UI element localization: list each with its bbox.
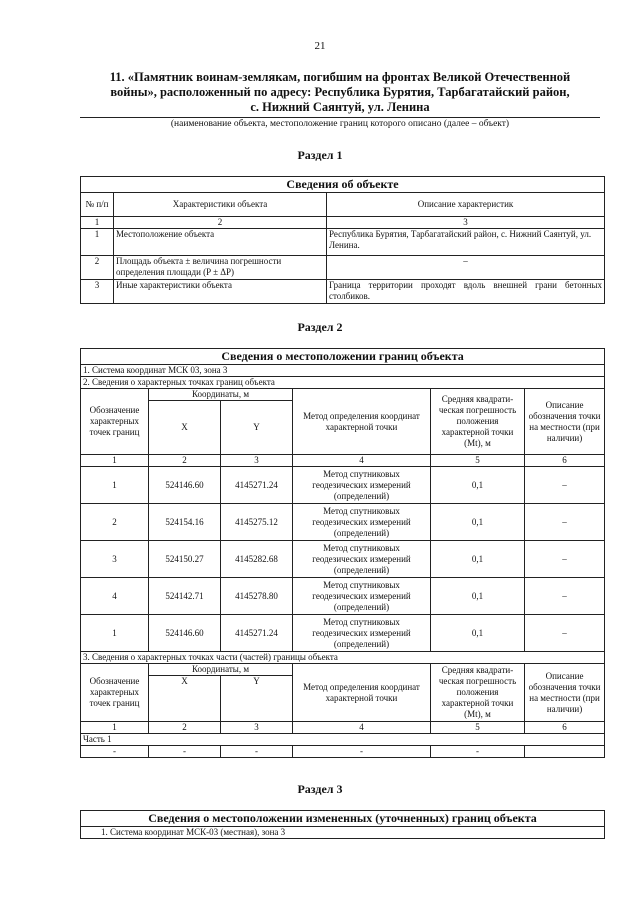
row-description: Граница территории проходят вдоль внешней грани бетонных столбиков. (327, 280, 605, 304)
col-index: 4 (293, 722, 431, 734)
point-id: 2 (81, 504, 149, 541)
row-description: Республика Бурятия, Тарбагатайский район, с. Нижний Саянтуй, ул. Ленина. (327, 229, 605, 256)
point-description: – (525, 467, 605, 504)
col-index: 6 (525, 455, 605, 467)
col-header-description: Описание характеристик (327, 193, 605, 217)
table-row (81, 541, 605, 578)
header-method: Метод определения координат характерной точки (293, 664, 431, 722)
part-cell: - (81, 746, 149, 758)
section-1-heading: Раздел 1 (297, 148, 343, 162)
point-method: Метод спутниковых геодезических измерений (определений) (293, 541, 431, 578)
point-x: 524146.60 (149, 467, 221, 504)
col-index: 2 (149, 722, 221, 734)
header-coordinates: Координаты, м (149, 664, 293, 676)
point-method: Метод спутниковых геодезических измерений (определений) (293, 578, 431, 615)
point-mt: 0,1 (431, 541, 525, 578)
point-mt: 0,1 (431, 467, 525, 504)
row-number: 3 (81, 280, 114, 304)
point-method: Метод спутниковых геодезических измерений (определений) (293, 467, 431, 504)
row-characteristic: Иные характеристики объекта (114, 280, 327, 304)
header-coordinates: Координаты, м (149, 389, 293, 401)
col-index: 2 (149, 455, 221, 467)
changed-boundaries-title: Сведения о местоположении измененных (уточненных) границ объекта (81, 811, 605, 827)
point-method: Метод спутниковых геодезических измерений (определений) (293, 504, 431, 541)
point-description: – (525, 578, 605, 615)
title-line-1: 11. «Памятник воинам-землякам, погибшим на фронтах Великой Отечественной (109, 70, 571, 84)
point-mt: 0,1 (431, 504, 525, 541)
boundary-points-table (80, 348, 605, 758)
row-number: 1 (81, 229, 114, 256)
table-row (81, 615, 605, 652)
point-id: 3 (81, 541, 149, 578)
header-y: Y (221, 401, 293, 455)
table-row (81, 256, 605, 280)
col-index: 3 (327, 217, 605, 229)
section-2-heading: Раздел 2 (297, 320, 343, 334)
point-id: 1 (81, 467, 149, 504)
table-row (81, 746, 605, 758)
point-description: – (525, 615, 605, 652)
point-y: 4145271.24 (221, 615, 293, 652)
header-y: Y (221, 676, 293, 722)
changed-boundaries-table (80, 810, 605, 839)
part-cell: - (149, 746, 221, 758)
header-point-description: Описание обозначения точки на местности (при наличии) (525, 664, 605, 722)
point-y: 4145282.68 (221, 541, 293, 578)
header-x: X (149, 676, 221, 722)
point-id: 1 (81, 615, 149, 652)
subsection-part-points: 3. Сведения о характерных точках части (частей) границы объекта (81, 652, 605, 664)
table-row (81, 229, 605, 256)
col-index: 3 (221, 455, 293, 467)
row-characteristic: Площадь объекта ± величина погрешности определения площади (P ± ΔP) (114, 256, 327, 280)
point-y: 4145271.24 (221, 467, 293, 504)
col-index: 4 (293, 455, 431, 467)
table-row (81, 467, 605, 504)
point-x: 524146.60 (149, 615, 221, 652)
title-underline (80, 117, 600, 118)
col-index: 1 (81, 217, 114, 229)
row-description: – (327, 256, 605, 280)
col-index: 6 (525, 722, 605, 734)
table-row (81, 280, 605, 304)
part-cell (525, 746, 605, 758)
title-caption: (наименование объекта, местоположение границ которого описано (далее – объект) (170, 119, 510, 129)
col-index: 3 (221, 722, 293, 734)
object-title (80, 70, 600, 115)
col-index: 5 (431, 722, 525, 734)
point-description: – (525, 504, 605, 541)
title-line-2: войны», расположенный по адресу: Республика Бурятия, Тарбагатайский район, (110, 85, 570, 99)
col-header-characteristic: Характеристики объекта (114, 193, 327, 217)
part-label: Часть 1 (81, 734, 605, 746)
point-method: Метод спутниковых геодезических измерений (определений) (293, 615, 431, 652)
boundary-table-title: Сведения о местоположении границ объекта (81, 349, 605, 365)
object-info-title: Сведения об объекте (81, 177, 605, 193)
col-index: 1 (81, 722, 149, 734)
section-3-heading: Раздел 3 (297, 782, 343, 796)
part-cell: - (293, 746, 431, 758)
object-info-table (80, 176, 605, 304)
point-x: 524154.16 (149, 504, 221, 541)
header-rms-error: Средняя квадрати-ческая погрешность положения характерной точки (Mt), м (431, 389, 525, 455)
col-header-no: № п/п (81, 193, 114, 217)
row-characteristic: Местоположение объекта (114, 229, 327, 256)
col-index: 5 (431, 455, 525, 467)
coordinate-system: 1. Система координат МСК-03 (местная), зона 3 (81, 827, 605, 839)
header-point-designation: Обозначение характерных точек границ (81, 389, 149, 455)
row-number: 2 (81, 256, 114, 280)
header-method: Метод определения координат характерной точки (293, 389, 431, 455)
point-y: 4145278.80 (221, 578, 293, 615)
header-rms-error: Средняя квадрати-ческая погрешность положения характерной точки (Mt), м (431, 664, 525, 722)
page-number: 21 (314, 40, 326, 52)
col-index: 1 (81, 455, 149, 467)
point-y: 4145275.12 (221, 504, 293, 541)
col-index: 2 (114, 217, 327, 229)
table-row (81, 504, 605, 541)
coordinate-system: 1. Система координат МСК 03, зона 3 (81, 365, 605, 377)
point-x: 524150.27 (149, 541, 221, 578)
header-point-description: Описание обозначения точки на местности (при наличии) (525, 389, 605, 455)
subsection-boundary-points: 2. Сведения о характерных точках границ объекта (81, 377, 605, 389)
part-cell: - (431, 746, 525, 758)
header-point-designation: Обозначение характерных точек границ (81, 664, 149, 722)
point-id: 4 (81, 578, 149, 615)
header-x: X (149, 401, 221, 455)
point-x: 524142.71 (149, 578, 221, 615)
point-mt: 0,1 (431, 578, 525, 615)
point-description: – (525, 541, 605, 578)
table-row (81, 578, 605, 615)
point-mt: 0,1 (431, 615, 525, 652)
part-cell: - (221, 746, 293, 758)
title-line-3: с. Нижний Саянтуй, ул. Ленина (250, 100, 430, 114)
